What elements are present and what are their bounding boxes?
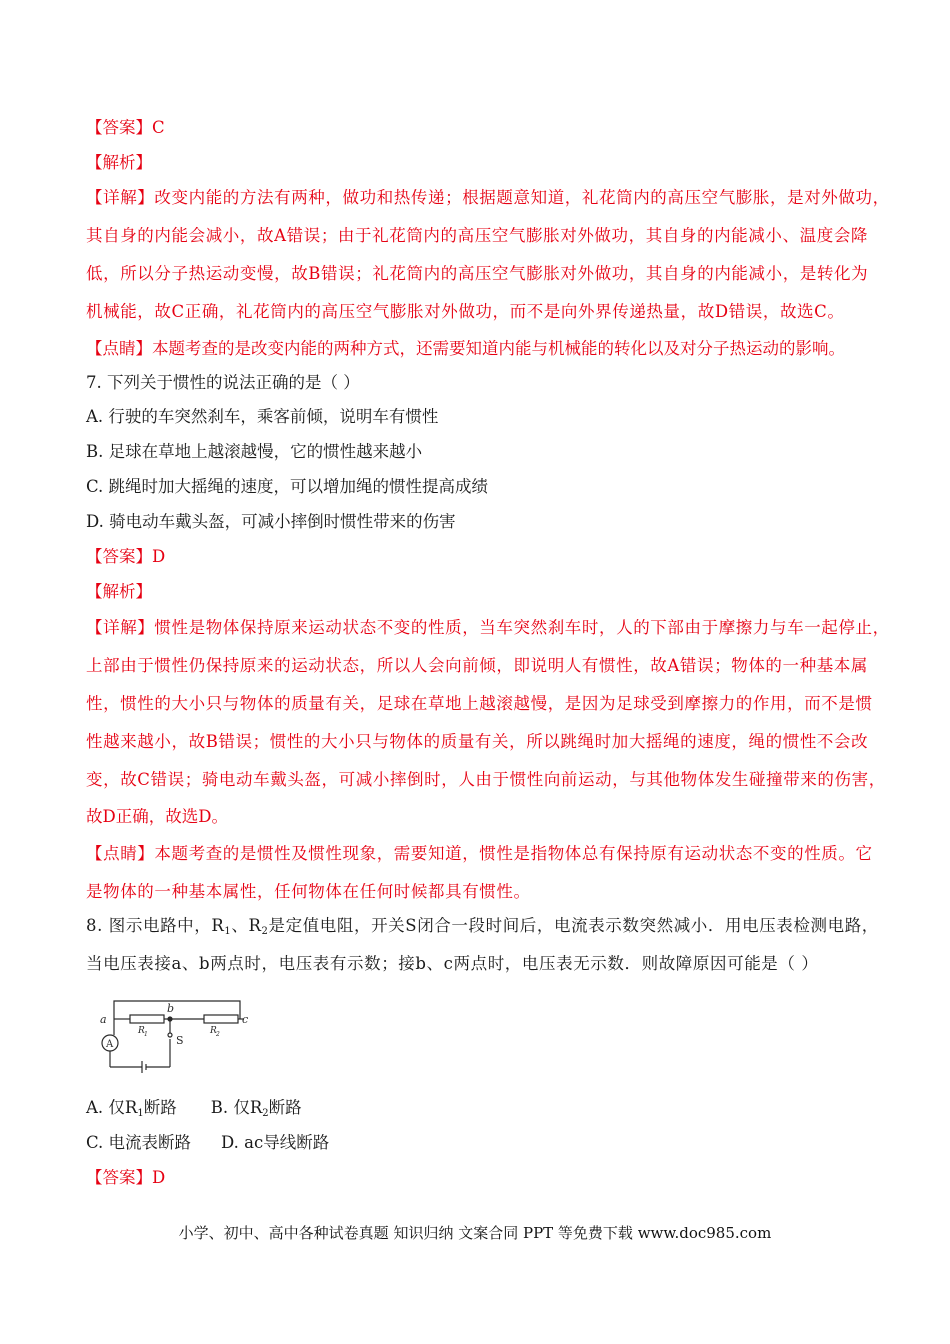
q7-detail-line-4: 性越来越小，故B错误；惯性的大小只与物体的质量有关，所以跳绳时加大摇绳的速度，绳的惯性不会改 [86,732,869,751]
q7-detail-line-2: 上部由于惯性仍保持原来的运动状态，所以人会向前倾，即说明人有惯性，故A错误；物体的一种基本属 [86,656,869,675]
q7-option-c: C. 跳绳时加大摇绳的速度，可以增加绳的惯性提高成绩 [86,477,489,496]
q7-analysis-tag: 【解析】 [86,582,152,601]
q7-detail-line-3: 性，惯性的大小只与物体的质量有关，足球在草地上越滚越慢，是因为足球受到摩擦力的作用，而不是惯 [86,694,873,713]
q8-option-d: D. ac导线断路 [221,1133,330,1152]
r2-subscript: 2 [216,1031,220,1038]
q7-comment-line-1: 【点睛】本题考查的是惯性及惯性现象，需要知道，惯性是指物体总有保持原有运动状态不变的性质。它 [86,844,873,863]
resistor-r2 [204,1015,238,1023]
q8-options-row-1 [86,1096,302,1126]
q8-option-b: B. 仅$R_2$断路 [210,1098,302,1119]
r1-label: R [138,1026,145,1036]
node-b-label: b [167,1002,175,1015]
q6-analysis-tag: 【解析】 [86,153,152,172]
q8-stem-line-1: 8. 图示电路中，$R_1$、$R_2$是定值电阻，开关S闭合一段时间后，电流表示数突然减小．用电压表检测电路， [86,916,879,937]
q6-answer: 【答案】C [86,118,165,137]
q6-detail-line-4: 机械能，故C正确，礼花筒内的高压空气膨胀对外做功，而不是向外界传递热量，故D错误，故选C。 [86,302,845,321]
q7-answer: 【答案】D [86,547,166,566]
q7-option-a: A. 行驶的车突然刹车，乘客前倾，说明车有惯性 [86,407,439,426]
q8-option-a: A. 仅$R_1$断路 [86,1098,177,1119]
q7-detail-line-6: 故D正确，故选D。 [86,807,228,826]
q6-comment: 【点睛】本题考查的是改变内能的两种方式，还需要知道内能与机械能的转化以及对分子热运动的影响。 [86,339,845,358]
r2-label: R [210,1026,217,1036]
q7-option-b: B. 足球在草地上越滚越慢，它的惯性越来越小 [86,442,423,461]
switch-label: S [176,1034,184,1047]
circuit-diagram [94,995,254,1077]
q8-options-row-2 [86,1131,329,1155]
q7-detail-line-5: 变，故C错误；骑电动车戴头盔，可减小摔倒时，人由于惯性向前运动，与其他物体发生碰撞带来的伤害， [86,770,886,789]
q7-comment-line-2: 是物体的一种基本属性，任何物体在任何时候都具有惯性。 [86,882,531,901]
q6-detail-line-3: 低，所以分子热运动变慢，故B错误；礼花筒内的高压空气膨胀对外做功，其自身的内能减小，是转化为 [86,264,869,283]
resistor-r1 [130,1015,164,1023]
q7-option-d: D. 骑电动车戴头盔，可减小摔倒时惯性带来的伤害 [86,512,456,531]
q6-detail-line-1: 【详解】改变内能的方法有两种，做功和热传递；根据题意知道，礼花筒内的高压空气膨胀，是对外做功， [86,188,890,207]
q7-detail-line-1: 【详解】惯性是物体保持原来运动状态不变的性质，当车突然刹车时，人的下部由于摩擦力与车一起停止， [86,618,890,637]
q6-detail-line-2: 其自身的内能会减小，故A错误；由于礼花筒内的高压空气膨胀对外做功，其自身的内能减小、温度会降 [86,226,869,245]
node-c-label: c [242,1013,249,1026]
q8-answer: 【答案】D [86,1168,166,1187]
ammeter-label: A [106,1039,114,1050]
q8-stem-line-2: 当电压表接a、b两点时，电压表有示数；接b、c两点时，电压表无示数．则故障原因可能是（ ） [86,954,819,973]
q8-option-c: C. 电流表断路 [86,1133,192,1152]
r1-subscript: 1 [144,1031,148,1038]
node-a-label: a [100,1013,107,1026]
page-footer: 小学、初中、高中各种试卷真题 知识归纳 文案合同 PPT 等免费下载 www.doc985.com [178,1224,772,1242]
q7-stem: 7. 下列关于惯性的说法正确的是（ ） [86,373,360,392]
